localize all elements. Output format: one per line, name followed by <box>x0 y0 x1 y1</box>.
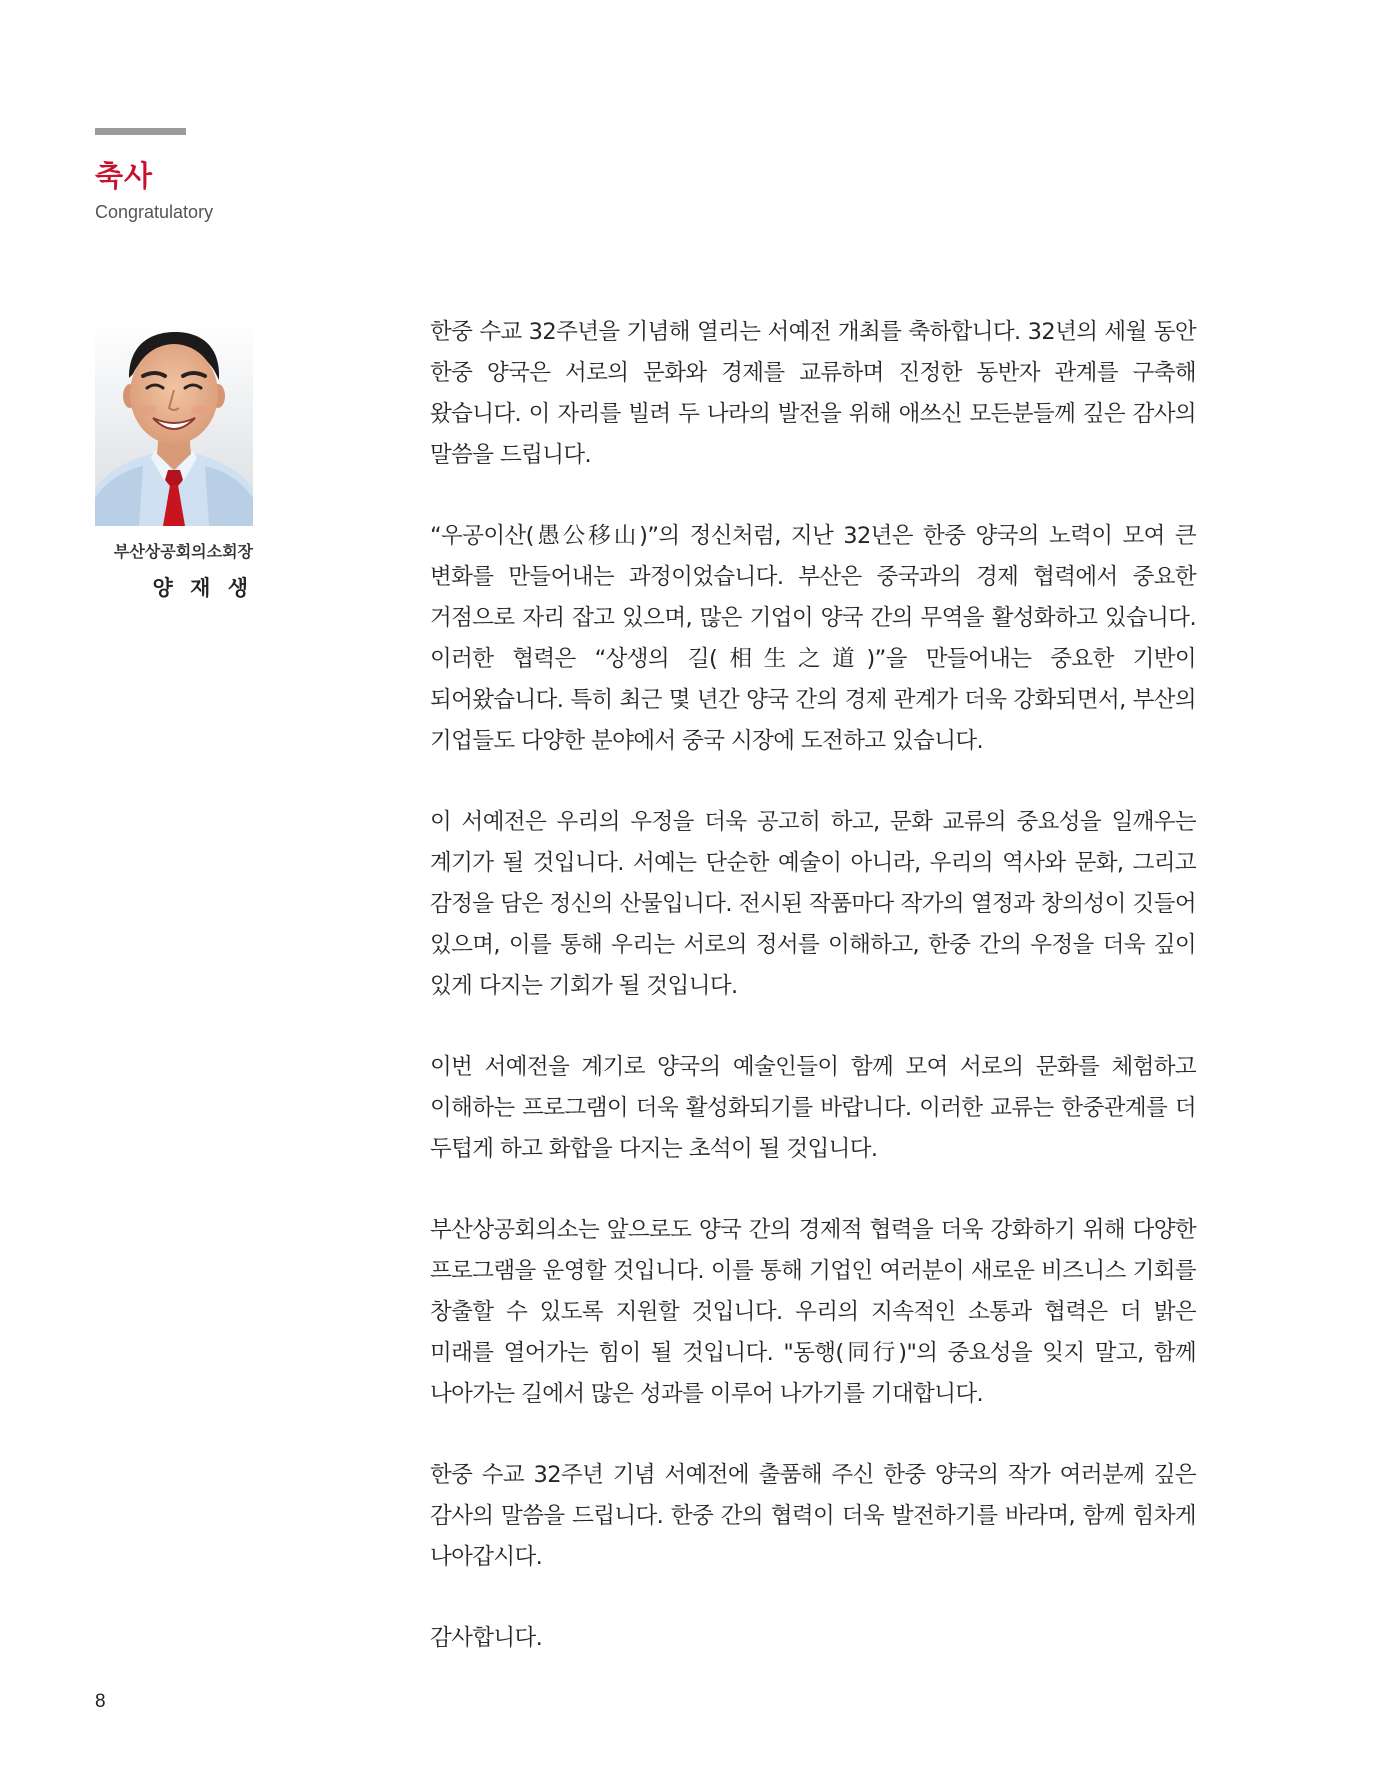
paragraph: 부산상공회의소는 앞으로도 양국 간의 경제적 협력을 더욱 강화하기 위해 다양한 프로그램을 운영할 것입니다. 이를 통해 기업인 여러분이 새로운 비즈니스 기회를 창출할 수 있도록 지원할 것입니다. 우리의 지속적인 소통과 협력은 더 밝은 미래를 열어가는 힘이 될 것입니다. "동행(同行)"의 중요성을 잊지 말고, 함께 나아가는 길에서 많은 성과를 이루어 나가기를 기대합니다. <box>430 1217 1196 1407</box>
paragraph: 이번 서예전을 계기로 양국의 예술인들이 함께 모여 서로의 문화를 체험하고 이해하는 프로그램이 더욱 활성화되기를 바랍니다. 이러한 교류는 한중관계를 더 두텁게 하고 화합을 다지는 초석이 될 것입니다. <box>430 1054 1196 1162</box>
paragraph: 한중 수교 32주년 기념 서예전에 출품해 주신 한중 양국의 작가 여러분께 깊은 감사의 말씀을 드립니다. 한중 간의 협력이 더욱 발전하기를 바라며, 함께 힘차게 나아갑시다. <box>430 1462 1196 1570</box>
paragraph: “우공이산(愚公移山)”의 정신처럼, 지난 32년은 한중 양국의 노력이 모여 큰 변화를 만들어내는 과정이었습니다. 부산은 중국과의 경제 협력에서 중요한 거점으로 자리 잡고 있으며, 많은 기업이 양국 간의 무역을 활성화하고 있습니다. 이러한 협력은 “상생의 길(相生之道)”을 만들어내는 중요한 기반이 되어왔습니다. 특히 최근 몇 년간 양국 간의 경제 관계가 더욱 강화되면서, 부산의 기업들도 다양한 분야에서 중국 시장에 도전하고 있습니다. <box>430 523 1196 754</box>
paragraph: 이 서예전은 우리의 우정을 더욱 공고히 하고, 문화 교류의 중요성을 일깨우는 계기가 될 것입니다. 서예는 단순한 예술이 아니라, 우리의 역사와 문화, 그리고 감정을 담은 정신의 산물입니다. 전시된 작품마다 작가의 열정과 창의성이 깃들어 있으며, 이를 통해 우리는 서로의 정서를 이해하고, 한중 간의 우정을 더욱 깊이 있게 다지는 기회가 될 것입니다. <box>430 809 1196 999</box>
author-name: 양 재 생 <box>152 576 253 600</box>
page-subtitle: Congratulatory <box>95 202 214 222</box>
page-title: 축사 <box>95 159 154 193</box>
closing-line: 감사합니다. <box>430 1625 543 1651</box>
paragraph: 한중 수교 32주년을 기념해 열리는 서예전 개최를 축하합니다. 32년의 세월 동안 한중 양국은 서로의 문화와 경제를 교류하며 진정한 동반자 관계를 구축해 왔습니다. 이 자리를 빌려 두 나라의 발전을 위해 애쓰신 모든분들께 깊은 감사의 말씀을 드립니다. <box>430 319 1196 468</box>
page-number: 8 <box>95 1691 106 1712</box>
author-organization: 부산상공회의소회장 <box>113 542 253 561</box>
author-portrait <box>95 320 253 526</box>
letter-body <box>430 312 1196 1699</box>
header-rule <box>95 128 186 135</box>
